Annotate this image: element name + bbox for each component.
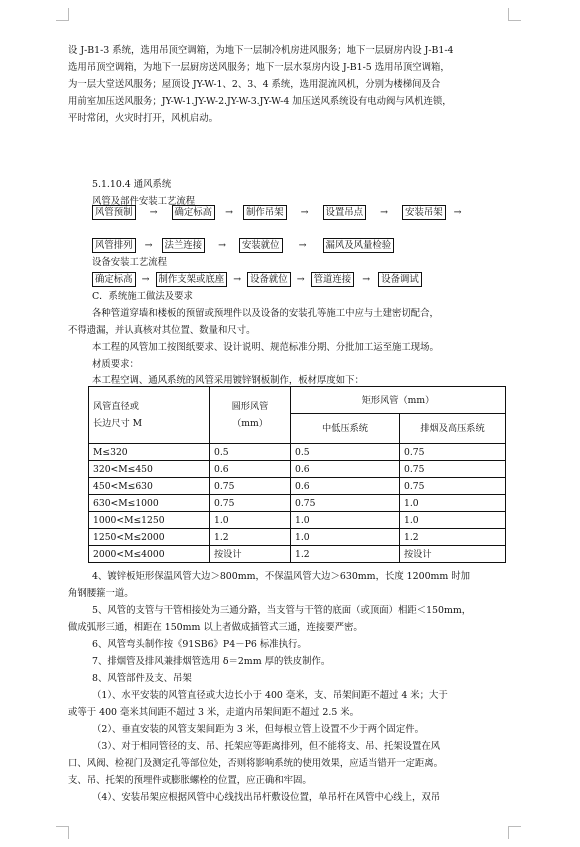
body-line: 6、风管弯头制作按《91SB6》P4－P6 标准执行。 [92, 639, 307, 650]
flow-arrow: → [144, 240, 153, 251]
table-row [89, 512, 506, 529]
flow2-title: 设备安装工艺流程 [92, 257, 168, 268]
table-cell: 0.6 [291, 461, 400, 478]
flow-arrow: → [225, 207, 233, 218]
table-cell: 1.0 [400, 495, 506, 512]
intro-line: 选用吊顶空调箱，为地下一层厨房送风服务；地下一层水泵房内设 J-B1-5 选用吊顶空调箱， [68, 62, 450, 73]
crop-mark-top-left [56, 8, 69, 21]
table-cell: 630<M≤1000 [89, 495, 210, 512]
body-line: （1）、水平安装的风管直径或大边长小于 400 毫米，支、吊架间距不超过 4 米；大于 [92, 690, 448, 701]
c-paragraph-line: 材质要求： [92, 359, 139, 370]
flow-step: 设备就位 [247, 272, 291, 287]
flow-arrow: → [296, 274, 305, 285]
body-line: 或等于 400 毫米其间距不超过 3 米，走道内吊架间距不超过 2.5 米。 [68, 707, 360, 718]
flow-arrow: → [149, 207, 158, 218]
flow-step: 风管排列 [92, 238, 136, 253]
flow-step: 设备调试 [378, 272, 422, 287]
body-line: 5、风管的支管与干管相接处为三通分路，当支管与干管的底面（或顶面）相距＜150mm， [92, 605, 472, 616]
flow-arrow: → [218, 240, 226, 251]
body-line: （2）、垂直安装的风管支架间距为 3 米，但每根立管上设置不少于两个固定件。 [92, 724, 424, 735]
table-cell: 1.2 [291, 546, 400, 563]
intro-line: 用前室加压送风服务；JY-W-1.JY-W-2.JY-W-3.JY-W-4 加压送风系统设有电动阀与风机连锁， [68, 96, 452, 107]
crop-mark-bottom-left [56, 826, 69, 839]
header-text: 圆形风管 [231, 401, 269, 412]
table-header-size [89, 387, 210, 444]
table-cell: 1.0 [210, 512, 291, 529]
flow-arrow: → [380, 207, 388, 218]
flow-arrow: → [233, 274, 242, 285]
flow-arrow: → [300, 207, 309, 218]
body-line: 7、排烟管及排风兼排烟管选用 δ＝2mm 厚的铁皮制作。 [92, 656, 331, 667]
table-cell: 按设计 [210, 546, 291, 563]
table-cell: 0.6 [291, 478, 400, 495]
flow1-title: 风管及部件安装工艺流程 [92, 196, 196, 207]
table-cell: 0.75 [400, 461, 506, 478]
table-cell: 0.5 [291, 444, 400, 461]
flow1-row2 [92, 238, 394, 253]
body-line: （3）、对于相同管径的支、吊、托架应等距离排列，但不能将支、吊、托架设置在风 [92, 741, 441, 752]
intro-line: 设 J-B1-3 系统，选用吊顶空调箱，为地下一层制冷机房进风服务；地下一层厨房内设 J-B1-4 [68, 45, 454, 56]
body-line: 4、镀锌板矩形保温风管大边＞800mm，不保温风管大边＞630mm，长度 1200mm 时加 [92, 571, 471, 582]
flow-step: 制作支架或底座 [156, 272, 228, 287]
flow-arrow: → [453, 207, 462, 218]
flow1-row1 [92, 205, 470, 220]
flow2-row [92, 272, 422, 287]
table-row [89, 461, 506, 478]
table-header-rect: 矩形风管（mm） [291, 387, 506, 414]
table-cell: 0.5 [210, 444, 291, 461]
c-paragraph-line: 不得遗漏，并认真核对其位置、数量和尺寸。 [68, 325, 256, 336]
table-cell: 320<M≤450 [89, 461, 210, 478]
table-header-low: 中低压系统 [291, 414, 400, 444]
table-cell: 1000<M≤1250 [89, 512, 210, 529]
body-line: 角钢腰箍一道。 [68, 588, 134, 599]
header-text: 长边尺寸 M [93, 418, 143, 429]
table-cell: 1250<M≤2000 [89, 529, 210, 546]
table-cell: 1.0 [400, 512, 506, 529]
flow-arrow: → [298, 240, 307, 251]
table-cell: 1.0 [291, 529, 400, 546]
table-cell: 0.75 [210, 478, 291, 495]
header-text: （mm） [232, 418, 268, 429]
table-cell: 0.75 [400, 444, 506, 461]
table-cell: 按设计 [400, 546, 506, 563]
flow-arrow: → [141, 274, 150, 285]
crop-mark-bottom-right [508, 826, 521, 839]
table-cell: 0.6 [210, 461, 291, 478]
header-text: 风管直径或 [93, 401, 139, 412]
table-cell: M≤320 [89, 444, 210, 461]
table-row [89, 546, 506, 563]
flow-step: 风管预制 [92, 205, 136, 220]
table-cell: 0.75 [210, 495, 291, 512]
table-row [89, 444, 506, 461]
table-row [89, 529, 506, 546]
table-cell: 1.2 [210, 529, 291, 546]
table-cell: 0.75 [291, 495, 400, 512]
table-cell: 450<M≤630 [89, 478, 210, 495]
c-paragraph-line: 各种管道穿墙和楼板的预留或预埋件以及设备的安装孔等施工中应与土建密切配合， [92, 308, 439, 319]
flow-step: 管道连接 [311, 272, 355, 287]
table-cell: 1.0 [291, 512, 400, 529]
c-paragraph-line: 本工程的风管加工按图纸要求、设计说明、规范标准分期、分批加工运至施工现场。 [92, 342, 439, 353]
flow-step: 制作吊架 [243, 205, 287, 220]
flow-step: 漏风及风量检验 [323, 238, 395, 253]
flow-step: 确定标高 [92, 272, 136, 287]
body-line: 支、吊、托架的预埋件或膨胀螺栓的位置，应正确和牢固。 [68, 775, 312, 786]
table-header-high: 排烟及高压系统 [400, 414, 506, 444]
intro-line: 平时常闭，火灾时打开，风机启动。 [68, 113, 219, 124]
table-cell: 0.75 [400, 478, 506, 495]
table-header-round [210, 387, 291, 444]
body-line: 8、风管部件及支、吊架 [92, 673, 192, 684]
flow-step: 安装就位 [239, 238, 283, 253]
table-cell: 1.2 [400, 529, 506, 546]
flow-step: 法兰连接 [162, 238, 206, 253]
body-line: （4）、安装吊架应根据风管中心线找出吊杆敷设位置，单吊杆在风管中心线上，双吊 [92, 792, 441, 803]
crop-mark-top-right [508, 8, 521, 21]
body-line: 做成弧形三通，相距在 150mm 以上者做成插管式三通，连接要严密。 [68, 622, 363, 633]
thickness-table [88, 386, 506, 563]
section-title: 5.1.10.4 通风系统 [92, 179, 172, 190]
flow-step: 确定标高 [172, 205, 216, 220]
table-row [89, 495, 506, 512]
table-cell: 2000<M≤4000 [89, 546, 210, 563]
flow-step: 设置吊点 [323, 205, 367, 220]
flow-arrow: → [362, 274, 371, 285]
c-paragraph-line: 本工程空调、通风系统的风管采用镀锌钢板制作，板材厚度如下： [92, 375, 364, 386]
body-line: 口、风阀、检视门及测定孔等部位处，否则将影响系统的使用效果，应适当错开一定距离。 [68, 758, 444, 769]
intro-line: 为一层大堂送风服务；屋顶设 JY-W-1、2、3、4 系统，选用混流风机，分别为楼梯间及合 [68, 79, 441, 90]
flow-step: 安装吊架 [402, 205, 446, 220]
table-row [89, 478, 506, 495]
subsection-c-title: C．系统施工做法及要求 [92, 291, 193, 302]
